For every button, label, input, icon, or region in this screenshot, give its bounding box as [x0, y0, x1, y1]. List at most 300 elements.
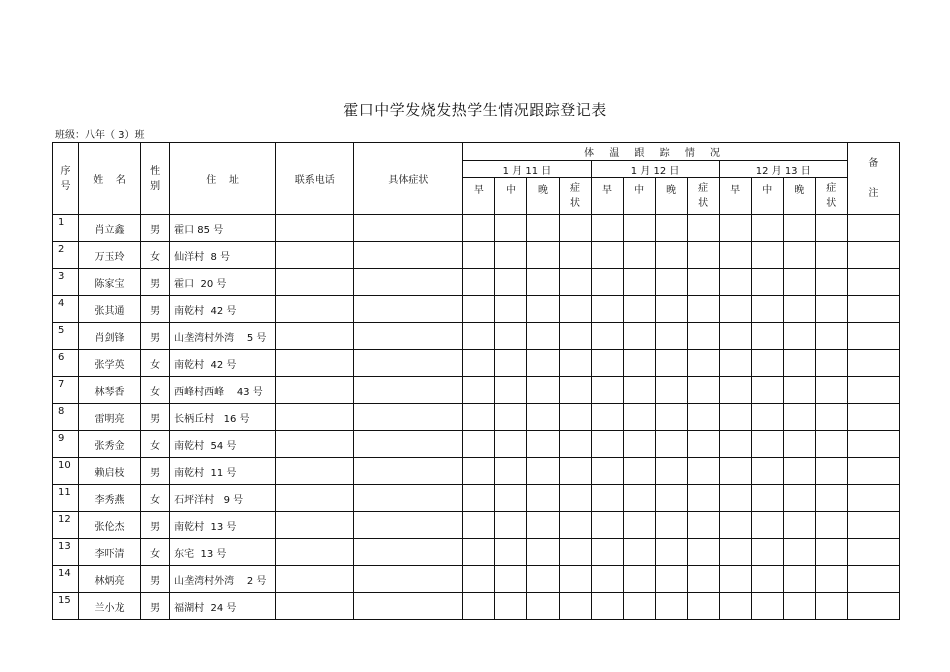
temperature-cell[interactable]: [559, 377, 591, 404]
temperature-cell[interactable]: [687, 350, 719, 377]
temperature-cell[interactable]: [463, 458, 495, 485]
temperature-cell[interactable]: [687, 431, 719, 458]
temperature-cell[interactable]: [559, 566, 591, 593]
student-gender: 女: [141, 350, 170, 377]
row-index: 14: [53, 566, 79, 593]
symptom-cell[interactable]: [354, 512, 463, 539]
student-name: 张秀金: [79, 431, 141, 458]
student-name: 李吓清: [79, 539, 141, 566]
temperature-cell[interactable]: [655, 431, 687, 458]
temperature-cell[interactable]: [623, 269, 655, 296]
temperature-cell[interactable]: [815, 323, 847, 350]
symptom-cell[interactable]: [354, 323, 463, 350]
temperature-cell[interactable]: [623, 377, 655, 404]
temperature-cell[interactable]: [495, 593, 527, 620]
temperature-cell[interactable]: [527, 458, 559, 485]
student-address: 霍口 20 号: [170, 269, 276, 296]
student-gender: 男: [141, 593, 170, 620]
temperature-cell[interactable]: [815, 404, 847, 431]
temperature-cell[interactable]: [783, 485, 815, 512]
temperature-cell[interactable]: [719, 350, 751, 377]
temperature-cell[interactable]: [495, 539, 527, 566]
remarks-cell[interactable]: [847, 323, 899, 350]
temperature-cell[interactable]: [815, 566, 847, 593]
temperature-cell[interactable]: [559, 242, 591, 269]
symptom-cell[interactable]: [354, 539, 463, 566]
temperature-cell[interactable]: [623, 404, 655, 431]
temperature-cell[interactable]: [783, 593, 815, 620]
temperature-cell[interactable]: [495, 485, 527, 512]
symptom-cell[interactable]: [354, 296, 463, 323]
temperature-cell[interactable]: [719, 215, 751, 242]
temperature-cell[interactable]: [687, 512, 719, 539]
remarks-cell[interactable]: [847, 296, 899, 323]
table-row: [53, 566, 900, 593]
temperature-cell[interactable]: [591, 350, 623, 377]
phone-cell[interactable]: [276, 350, 354, 377]
student-address: 山垄湾村外湾 2 号: [170, 566, 276, 593]
temperature-cell[interactable]: [463, 242, 495, 269]
temperature-cell[interactable]: [495, 242, 527, 269]
student-address: 南乾村 42 号: [170, 350, 276, 377]
temperature-cell[interactable]: [591, 539, 623, 566]
phone-cell[interactable]: [276, 539, 354, 566]
temperature-cell[interactable]: [591, 323, 623, 350]
temperature-cell[interactable]: [527, 377, 559, 404]
temperature-cell[interactable]: [527, 485, 559, 512]
row-index: 7: [53, 377, 79, 404]
temperature-cell[interactable]: [655, 593, 687, 620]
remarks-cell[interactable]: [847, 377, 899, 404]
symptom-cell[interactable]: [354, 404, 463, 431]
temperature-cell[interactable]: [655, 350, 687, 377]
remarks-cell[interactable]: [847, 215, 899, 242]
student-gender: 女: [141, 485, 170, 512]
temperature-cell[interactable]: [655, 377, 687, 404]
temperature-cell[interactable]: [591, 269, 623, 296]
row-index: 10: [53, 458, 79, 485]
table-row: [53, 242, 900, 269]
symptom-cell[interactable]: [354, 485, 463, 512]
temperature-cell[interactable]: [591, 512, 623, 539]
temperature-cell[interactable]: [751, 512, 783, 539]
phone-cell[interactable]: [276, 404, 354, 431]
row-index: 4: [53, 296, 79, 323]
temperature-cell[interactable]: [623, 539, 655, 566]
temperature-cell[interactable]: [527, 242, 559, 269]
temperature-cell[interactable]: [783, 350, 815, 377]
temperature-cell[interactable]: [495, 296, 527, 323]
row-index: 13: [53, 539, 79, 566]
student-gender: 男: [141, 566, 170, 593]
student-address: 仙洋村 8 号: [170, 242, 276, 269]
sub-symptom: [687, 178, 719, 215]
temperature-cell[interactable]: [495, 431, 527, 458]
symptom-cell[interactable]: [354, 566, 463, 593]
temperature-cell[interactable]: [751, 539, 783, 566]
temperature-cell[interactable]: [591, 242, 623, 269]
temperature-cell[interactable]: [463, 593, 495, 620]
header-index-top: 序: [60, 165, 71, 177]
temperature-cell[interactable]: [495, 458, 527, 485]
header-gender-bottom: 别: [150, 180, 161, 192]
temperature-cell[interactable]: [719, 269, 751, 296]
row-index: 8: [53, 404, 79, 431]
sub-symptom: [815, 178, 847, 215]
table-row: [53, 350, 900, 377]
table-row: [53, 215, 900, 242]
temperature-cell[interactable]: [783, 269, 815, 296]
temperature-cell[interactable]: [559, 215, 591, 242]
table-row: [53, 593, 900, 620]
temperature-cell[interactable]: [559, 431, 591, 458]
phone-cell[interactable]: [276, 512, 354, 539]
temperature-cell[interactable]: [623, 512, 655, 539]
temperature-cell[interactable]: [623, 242, 655, 269]
temperature-cell[interactable]: [815, 215, 847, 242]
temperature-cell[interactable]: [815, 458, 847, 485]
header-date-2: 1 月 12 日: [591, 161, 719, 178]
temperature-cell[interactable]: [815, 377, 847, 404]
temperature-cell[interactable]: [655, 566, 687, 593]
sub-noon: 中: [751, 178, 783, 215]
temperature-cell[interactable]: [751, 323, 783, 350]
temperature-cell[interactable]: [559, 458, 591, 485]
sub-evening: 晚: [527, 178, 559, 215]
temperature-cell[interactable]: [751, 296, 783, 323]
sub-evening: 晚: [655, 178, 687, 215]
temperature-cell[interactable]: [655, 404, 687, 431]
temperature-cell[interactable]: [527, 512, 559, 539]
temperature-cell[interactable]: [719, 512, 751, 539]
symptom-cell[interactable]: [354, 377, 463, 404]
temperature-cell[interactable]: [751, 485, 783, 512]
temperature-cell[interactable]: [783, 296, 815, 323]
temperature-cell[interactable]: [623, 215, 655, 242]
temperature-cell[interactable]: [463, 377, 495, 404]
sub-morning: 早: [591, 178, 623, 215]
student-name: 赖启枝: [79, 458, 141, 485]
temperature-cell[interactable]: [495, 269, 527, 296]
temperature-cell[interactable]: [463, 539, 495, 566]
temperature-cell[interactable]: [623, 323, 655, 350]
temperature-cell[interactable]: [783, 215, 815, 242]
temperature-cell[interactable]: [687, 566, 719, 593]
temperature-cell[interactable]: [463, 485, 495, 512]
row-index: 9: [53, 431, 79, 458]
table-row: [53, 269, 900, 296]
phone-cell[interactable]: [276, 296, 354, 323]
temperature-cell[interactable]: [463, 269, 495, 296]
phone-cell[interactable]: [276, 593, 354, 620]
phone-cell[interactable]: [276, 566, 354, 593]
temperature-cell[interactable]: [495, 566, 527, 593]
temperature-cell[interactable]: [655, 215, 687, 242]
temperature-cell[interactable]: [815, 539, 847, 566]
header-symptom: 具体症状: [354, 143, 463, 215]
temperature-cell[interactable]: [623, 296, 655, 323]
student-name: 肖剑锋: [79, 323, 141, 350]
student-address: 南乾村 42 号: [170, 296, 276, 323]
temperature-cell[interactable]: [623, 431, 655, 458]
symptom-cell[interactable]: [354, 593, 463, 620]
remarks-cell[interactable]: [847, 431, 899, 458]
temperature-cell[interactable]: [559, 269, 591, 296]
student-name: 兰小龙: [79, 593, 141, 620]
phone-cell[interactable]: [276, 458, 354, 485]
temperature-cell[interactable]: [751, 269, 783, 296]
temperature-cell[interactable]: [527, 539, 559, 566]
temperature-cell[interactable]: [591, 593, 623, 620]
temperature-cell[interactable]: [783, 323, 815, 350]
temperature-cell[interactable]: [719, 485, 751, 512]
temperature-cell[interactable]: [751, 431, 783, 458]
phone-cell[interactable]: [276, 215, 354, 242]
phone-cell[interactable]: [276, 377, 354, 404]
header-remarks: [847, 143, 899, 215]
remarks-cell[interactable]: [847, 269, 899, 296]
temperature-cell[interactable]: [751, 566, 783, 593]
temperature-cell[interactable]: [815, 269, 847, 296]
temperature-cell[interactable]: [527, 431, 559, 458]
student-name: 张其通: [79, 296, 141, 323]
table-row: [53, 539, 900, 566]
symptom-cell[interactable]: [354, 458, 463, 485]
temperature-cell[interactable]: [655, 539, 687, 566]
temperature-cell[interactable]: [655, 296, 687, 323]
temperature-cell[interactable]: [751, 242, 783, 269]
temperature-cell[interactable]: [719, 323, 751, 350]
temperature-cell[interactable]: [687, 242, 719, 269]
temperature-cell[interactable]: [623, 566, 655, 593]
temperature-cell[interactable]: [719, 539, 751, 566]
temperature-cell[interactable]: [655, 242, 687, 269]
phone-cell[interactable]: [276, 242, 354, 269]
table-row: [53, 377, 900, 404]
phone-cell[interactable]: [276, 431, 354, 458]
remarks-cell[interactable]: [847, 539, 899, 566]
temperature-cell[interactable]: [495, 323, 527, 350]
student-name: 雷明亮: [79, 404, 141, 431]
phone-cell[interactable]: [276, 323, 354, 350]
temperature-cell[interactable]: [655, 458, 687, 485]
temperature-cell[interactable]: [815, 350, 847, 377]
temperature-cell[interactable]: [815, 593, 847, 620]
temperature-cell[interactable]: [719, 431, 751, 458]
temperature-cell[interactable]: [783, 512, 815, 539]
temperature-cell[interactable]: [751, 593, 783, 620]
temperature-cell[interactable]: [591, 566, 623, 593]
temperature-cell[interactable]: [495, 404, 527, 431]
temperature-cell[interactable]: [623, 350, 655, 377]
sub-symptom-top: 症: [570, 183, 581, 194]
header-gender-top: 性: [150, 165, 161, 177]
temperature-cell[interactable]: [751, 350, 783, 377]
phone-cell[interactable]: [276, 269, 354, 296]
temperature-cell[interactable]: [559, 350, 591, 377]
temperature-cell[interactable]: [687, 296, 719, 323]
student-gender: 男: [141, 269, 170, 296]
temperature-cell[interactable]: [591, 296, 623, 323]
header-date-1: 1 月 11 日: [463, 161, 591, 178]
temperature-cell[interactable]: [655, 512, 687, 539]
temperature-cell[interactable]: [687, 593, 719, 620]
remarks-cell[interactable]: [847, 512, 899, 539]
temperature-cell[interactable]: [687, 215, 719, 242]
temperature-cell[interactable]: [751, 404, 783, 431]
temperature-cell[interactable]: [815, 512, 847, 539]
header-address: 住 址: [170, 143, 276, 215]
temperature-cell[interactable]: [783, 566, 815, 593]
temperature-cell[interactable]: [655, 269, 687, 296]
temperature-cell[interactable]: [815, 242, 847, 269]
student-address: 东宅 13 号: [170, 539, 276, 566]
temperature-cell[interactable]: [559, 323, 591, 350]
remarks-cell[interactable]: [847, 458, 899, 485]
temperature-cell[interactable]: [527, 215, 559, 242]
temperature-cell[interactable]: [623, 485, 655, 512]
table-row: [53, 431, 900, 458]
temperature-cell[interactable]: [463, 296, 495, 323]
sub-symptom-bottom: 状: [826, 198, 837, 209]
phone-cell[interactable]: [276, 485, 354, 512]
remarks-cell[interactable]: [847, 242, 899, 269]
remarks-cell[interactable]: [847, 404, 899, 431]
temperature-cell[interactable]: [559, 593, 591, 620]
student-address: 霍口 85 号: [170, 215, 276, 242]
temperature-cell[interactable]: [559, 404, 591, 431]
temperature-cell[interactable]: [719, 593, 751, 620]
row-index: 5: [53, 323, 79, 350]
temperature-cell[interactable]: [687, 458, 719, 485]
temperature-cell[interactable]: [687, 377, 719, 404]
header-row-1: [53, 143, 900, 161]
remarks-cell[interactable]: [847, 485, 899, 512]
symptom-cell[interactable]: [354, 242, 463, 269]
temperature-cell[interactable]: [591, 458, 623, 485]
temperature-cell[interactable]: [815, 485, 847, 512]
table-row: [53, 404, 900, 431]
table-row: [53, 458, 900, 485]
student-gender: 女: [141, 242, 170, 269]
temperature-cell[interactable]: [559, 539, 591, 566]
temperature-cell[interactable]: [463, 404, 495, 431]
temperature-cell[interactable]: [527, 323, 559, 350]
header-tracking: 体 温 跟 踪 情 况: [463, 143, 847, 161]
temperature-cell[interactable]: [751, 377, 783, 404]
row-index: 3: [53, 269, 79, 296]
temperature-cell[interactable]: [719, 566, 751, 593]
temperature-cell[interactable]: [591, 404, 623, 431]
temperature-cell[interactable]: [559, 512, 591, 539]
temperature-cell[interactable]: [463, 566, 495, 593]
temperature-cell[interactable]: [527, 593, 559, 620]
student-name: 张伦杰: [79, 512, 141, 539]
temperature-cell[interactable]: [527, 566, 559, 593]
temperature-cell[interactable]: [783, 404, 815, 431]
student-gender: 男: [141, 404, 170, 431]
temperature-cell[interactable]: [719, 242, 751, 269]
student-gender: 男: [141, 296, 170, 323]
temperature-cell[interactable]: [623, 593, 655, 620]
temperature-cell[interactable]: [687, 404, 719, 431]
temperature-cell[interactable]: [463, 512, 495, 539]
remarks-cell[interactable]: [847, 593, 899, 620]
temperature-cell[interactable]: [495, 215, 527, 242]
temperature-cell[interactable]: [463, 350, 495, 377]
temperature-cell[interactable]: [495, 350, 527, 377]
student-gender: 女: [141, 431, 170, 458]
temperature-cell[interactable]: [591, 431, 623, 458]
sub-symptom-top: 症: [698, 183, 709, 194]
temperature-cell[interactable]: [687, 539, 719, 566]
temperature-cell[interactable]: [687, 269, 719, 296]
temperature-cell[interactable]: [783, 377, 815, 404]
remarks-cell[interactable]: [847, 566, 899, 593]
temperature-cell[interactable]: [719, 377, 751, 404]
table-row: [53, 296, 900, 323]
sub-evening: 晚: [783, 178, 815, 215]
temperature-cell[interactable]: [815, 431, 847, 458]
symptom-cell[interactable]: [354, 431, 463, 458]
student-address: 石坪洋村 9 号: [170, 485, 276, 512]
temperature-cell[interactable]: [783, 539, 815, 566]
temperature-cell[interactable]: [591, 215, 623, 242]
student-gender: 女: [141, 377, 170, 404]
row-index: 1: [53, 215, 79, 242]
temperature-cell[interactable]: [591, 485, 623, 512]
header-gender: [141, 143, 170, 215]
symptom-cell[interactable]: [354, 350, 463, 377]
temperature-cell[interactable]: [687, 323, 719, 350]
temperature-cell[interactable]: [463, 431, 495, 458]
temperature-cell[interactable]: [719, 458, 751, 485]
temperature-cell[interactable]: [463, 323, 495, 350]
temperature-cell[interactable]: [687, 485, 719, 512]
temperature-cell[interactable]: [719, 404, 751, 431]
sub-symptom-bottom: 状: [570, 198, 581, 209]
student-name: 林琴香: [79, 377, 141, 404]
remarks-cell[interactable]: [847, 350, 899, 377]
temperature-cell[interactable]: [527, 269, 559, 296]
temperature-cell[interactable]: [527, 404, 559, 431]
symptom-cell[interactable]: [354, 215, 463, 242]
temperature-cell[interactable]: [751, 458, 783, 485]
temperature-cell[interactable]: [751, 215, 783, 242]
student-address: 南乾村 54 号: [170, 431, 276, 458]
temperature-cell[interactable]: [783, 242, 815, 269]
temperature-cell[interactable]: [783, 431, 815, 458]
temperature-cell[interactable]: [527, 296, 559, 323]
temperature-cell[interactable]: [559, 485, 591, 512]
temperature-cell[interactable]: [623, 458, 655, 485]
temperature-cell[interactable]: [783, 458, 815, 485]
temperature-cell[interactable]: [495, 377, 527, 404]
temperature-cell[interactable]: [495, 512, 527, 539]
temperature-cell[interactable]: [719, 296, 751, 323]
temperature-cell[interactable]: [591, 377, 623, 404]
temperature-cell[interactable]: [655, 323, 687, 350]
temperature-cell[interactable]: [655, 485, 687, 512]
student-name: 万玉玲: [79, 242, 141, 269]
row-index: 12: [53, 512, 79, 539]
temperature-cell[interactable]: [559, 296, 591, 323]
temperature-cell[interactable]: [527, 350, 559, 377]
student-name: 林炳亮: [79, 566, 141, 593]
symptom-cell[interactable]: [354, 269, 463, 296]
temperature-cell[interactable]: [463, 215, 495, 242]
temperature-cell[interactable]: [815, 296, 847, 323]
